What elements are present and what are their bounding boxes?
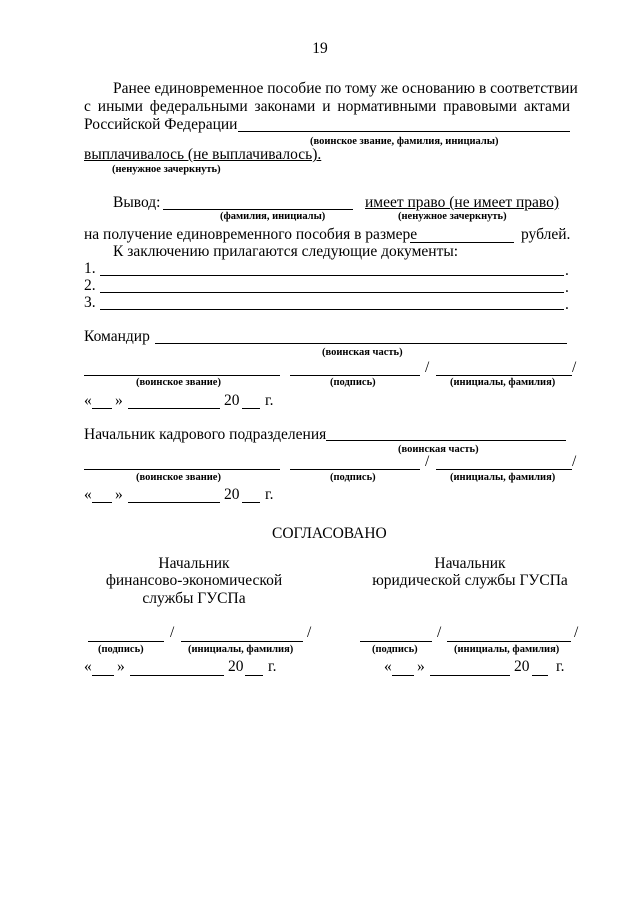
hr-year-field[interactable] [242, 502, 260, 503]
commander-date-open: « [84, 392, 92, 409]
commander-sign-field[interactable] [290, 375, 420, 376]
left-date-close: » [117, 658, 125, 675]
left-initials-field[interactable] [181, 641, 303, 642]
commander-rank-field[interactable] [84, 375, 280, 376]
hr-unit-field[interactable] [326, 440, 566, 441]
hint-name-initials: (фамилия, инициалы) [220, 211, 326, 222]
approved-right-line-1: Начальник [434, 555, 506, 572]
hr-hint-rank: (воинское звание) [136, 472, 221, 483]
paragraph-line-1: Ранее единовременное пособие по тому же основанию в соответствии [113, 80, 578, 97]
hr-initials-field[interactable] [436, 469, 572, 470]
commander-hint-sign: (подпись) [330, 377, 376, 388]
doc-item-2-field[interactable] [100, 292, 564, 293]
hint-strike-1: (ненужное зачеркнуть) [112, 164, 221, 175]
hr-slash-end: / [572, 453, 577, 470]
hr-sign-field[interactable] [290, 469, 420, 470]
conclusion-right-text: имеет право (не имеет право) [365, 194, 560, 211]
paid-text: выплачивалось (не выплачивалось). [84, 146, 322, 163]
right-year: 20 [514, 658, 530, 675]
page-number: 19 [312, 40, 328, 57]
hint-rank-name: (воинское звание, фамилия, инициалы) [310, 136, 499, 147]
commander-label: Командир [84, 328, 150, 345]
approved-left-line-2: финансово-экономической [105, 572, 283, 589]
hint-strike-2: (ненужное зачеркнуть) [398, 211, 507, 222]
benefit-text: на получение единовременного пособия в размере [84, 226, 418, 243]
doc-item-1-field[interactable] [100, 275, 564, 276]
left-slash: / [170, 624, 175, 641]
left-year: 20 [228, 658, 244, 675]
right-slash: / [437, 624, 442, 641]
doc-item-2-dot: . [565, 279, 569, 296]
hr-date-close: » [115, 486, 123, 503]
left-date-open: « [84, 658, 92, 675]
right-sign-field[interactable] [360, 641, 432, 642]
right-day-field[interactable] [392, 675, 414, 676]
left-year-suffix: г. [268, 658, 277, 675]
conclusion-name-field[interactable] [163, 209, 353, 210]
commander-hint-initials: (инициалы, фамилия) [450, 377, 556, 388]
paragraph-line-2: с иными федеральными законами и нормативными правовыми актами [84, 98, 570, 115]
hr-hint-initials: (инициалы, фамилия) [450, 472, 556, 483]
docs-intro: К заключению прилагаются следующие документы: [113, 243, 459, 260]
commander-month-field[interactable] [128, 408, 220, 409]
doc-item-1-number: 1. [84, 260, 96, 277]
commander-unit-field[interactable] [155, 343, 567, 344]
doc-item-3-dot: . [565, 296, 569, 313]
approved-left-line-3: службы ГУСПа [142, 590, 246, 607]
left-hint-sign: (подпись) [98, 644, 144, 655]
paragraph-line-3: Российской Федерации [84, 116, 238, 133]
doc-item-3-number: 3. [84, 294, 96, 311]
right-hint-initials: (инициалы, фамилия) [454, 644, 560, 655]
commander-year-field[interactable] [242, 408, 260, 409]
hr-day-field[interactable] [92, 502, 112, 503]
right-hint-sign: (подпись) [372, 644, 418, 655]
doc-item-2-number: 2. [84, 277, 96, 294]
hr-hint-unit: (воинская часть) [398, 444, 479, 455]
hr-year-suffix: г. [265, 486, 274, 503]
commander-slash-end: / [572, 359, 577, 376]
doc-item-1-dot: . [565, 262, 569, 279]
commander-date-close: » [115, 392, 123, 409]
left-slash-end: / [307, 624, 312, 641]
hr-date-open: « [84, 486, 92, 503]
doc-item-3-field[interactable] [100, 309, 564, 310]
commander-initials-field[interactable] [436, 375, 572, 376]
commander-year-suffix: г. [265, 392, 274, 409]
right-initials-field[interactable] [447, 641, 571, 642]
commander-slash: / [425, 359, 430, 376]
left-sign-field[interactable] [88, 641, 164, 642]
currency-label: рублей. [521, 226, 571, 243]
rank-name-field[interactable] [238, 131, 570, 132]
hr-slash: / [425, 453, 430, 470]
right-year-field[interactable] [532, 675, 548, 676]
left-year-field[interactable] [245, 675, 263, 676]
commander-year: 20 [224, 392, 240, 409]
right-slash-end: / [574, 624, 579, 641]
left-month-field[interactable] [130, 675, 224, 676]
commander-hint-rank: (воинское звание) [136, 377, 221, 388]
right-date-close: » [417, 658, 425, 675]
approved-title: СОГЛАСОВАНО [272, 525, 387, 542]
right-month-field[interactable] [430, 675, 510, 676]
hr-head-label: Начальник кадрового подразделения [84, 426, 327, 443]
right-year-suffix: г. [556, 658, 565, 675]
commander-day-field[interactable] [92, 408, 112, 409]
left-day-field[interactable] [92, 675, 114, 676]
hr-month-field[interactable] [128, 502, 220, 503]
approved-left-line-1: Начальник [158, 555, 230, 572]
commander-hint-unit: (воинская часть) [322, 347, 403, 358]
hr-year: 20 [224, 486, 240, 503]
conclusion-label: Вывод: [113, 194, 161, 211]
right-date-open: « [384, 658, 392, 675]
approved-right-line-2: юридической службы ГУСПа [372, 572, 568, 589]
left-hint-initials: (инициалы, фамилия) [188, 644, 294, 655]
hr-rank-field[interactable] [84, 469, 280, 470]
hr-hint-sign: (подпись) [330, 472, 376, 483]
